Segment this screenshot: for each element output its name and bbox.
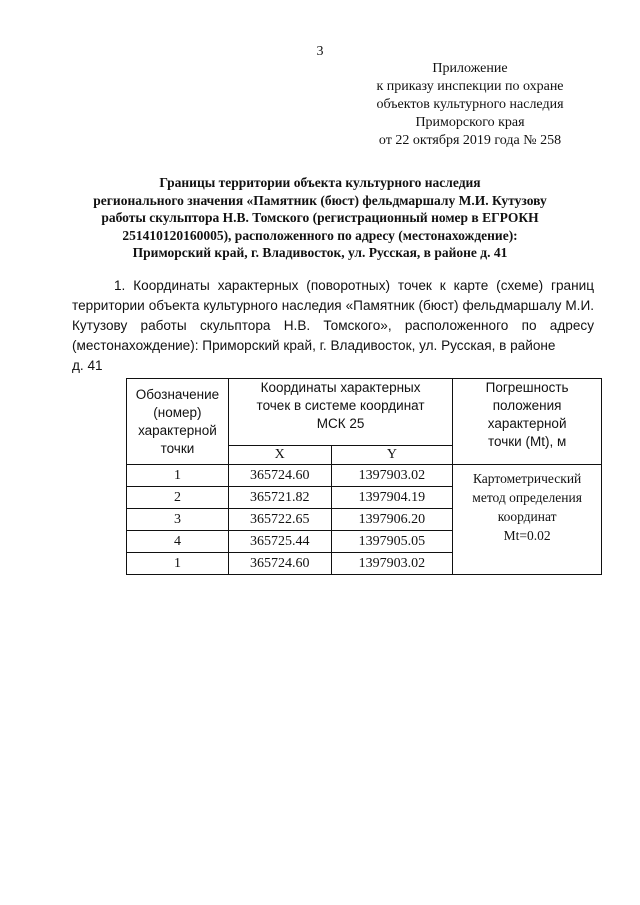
coord-y: 1397906.20 [331, 509, 453, 531]
method-line: Картометрический [472, 471, 582, 486]
header-y: Y [331, 446, 453, 465]
document-title [80, 174, 560, 262]
method-cell [453, 465, 602, 575]
coord-x: 365724.60 [228, 465, 331, 487]
title-line: Приморский край, г. Владивосток, ул. Русская, в районе д. 41 [132, 245, 508, 260]
coordinates-table [126, 378, 602, 575]
appendix-line: к приказу инспекции по охране [376, 79, 564, 94]
coord-x: 365722.65 [228, 509, 331, 531]
method-line: метод определения [472, 490, 582, 505]
appendix-line: объектов культурного наследия [376, 97, 564, 112]
coord-y: 1397903.02 [331, 465, 453, 487]
header-point-number: Обозначение (номер) характерной точки [127, 379, 229, 465]
point-number: 3 [127, 509, 229, 531]
header-accuracy: Погрешность положения характерной точки (Mt), м [453, 379, 602, 465]
header-x: X [228, 446, 331, 465]
coord-y: 1397905.05 [331, 531, 453, 553]
table-row [127, 465, 602, 487]
coord-y: 1397903.02 [331, 553, 453, 575]
coord-x: 365721.82 [228, 487, 331, 509]
point-number: 4 [127, 531, 229, 553]
title-line: регионального значения «Памятник (бюст) фельдмаршалу М.И. Кутузову [93, 192, 547, 208]
coord-y: 1397904.19 [331, 487, 453, 509]
point-number: 1 [127, 553, 229, 575]
coord-x: 365725.44 [228, 531, 331, 553]
method-line: координат [497, 509, 557, 524]
coord-x: 365724.60 [228, 553, 331, 575]
title-line: работы скульптора Н.В. Томского (регистрационный номер в ЕГРОКН [101, 210, 539, 225]
page-number: 3 [316, 44, 324, 59]
appendix-line: Приложение [432, 61, 508, 76]
point-number: 2 [127, 487, 229, 509]
appendix-header [340, 60, 600, 150]
appendix-line: от 22 октября 2019 года № 258 [378, 133, 562, 148]
coordinates-paragraph [72, 276, 594, 376]
header-coordinates: Координаты характерных точек в системе координат МСК 25 [228, 379, 452, 446]
title-line: 251410120160005), расположенного по адресу (местонахождение): [122, 227, 518, 243]
paragraph-text: 1. Координаты характерных (поворотных) точек к карте (схеме) границ территории объекта культурного наследия «Памятник (бюст) фельдмаршалу М.И. Кутузову работы скульптора Н.В. Томского», расположенного по адресу (местонахождение): Приморский край, г. Владивосток, ул. Русская, в районе [72, 278, 594, 353]
title-line: Границы территории объекта культурного наследия [159, 175, 481, 190]
paragraph-end: д. 41 [72, 358, 103, 373]
appendix-line: Приморского края [415, 115, 525, 130]
point-number: 1 [127, 465, 229, 487]
method-line: Mt=0.02 [503, 528, 551, 543]
